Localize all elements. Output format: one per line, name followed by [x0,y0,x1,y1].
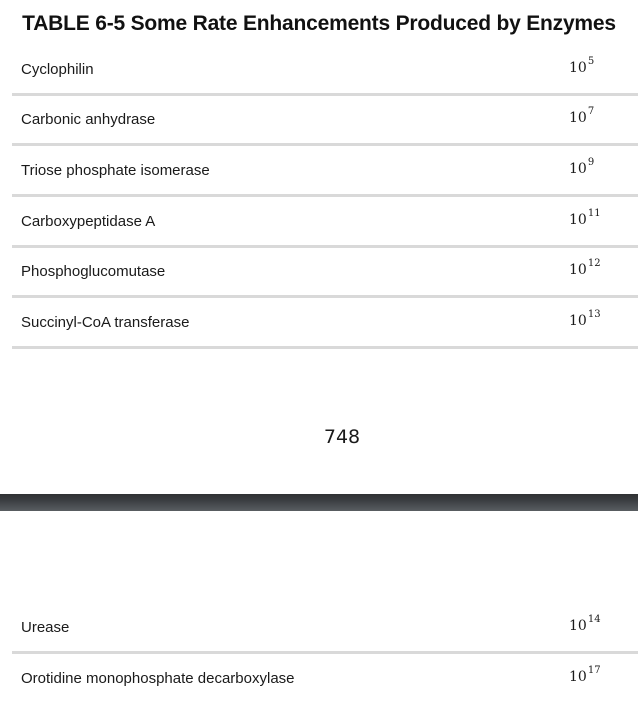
rate-enhancement [569,157,595,177]
rate-enhancement [569,208,601,228]
rate-enhancement [569,258,601,278]
enzyme-name: Cyclophilin [21,61,94,78]
table-title: TABLE 6-5 Some Rate Enhancements Produced by Enzymes [22,12,616,35]
rate-base: 10 [569,60,587,76]
rate-exponent: 9 [587,157,595,169]
rate-exponent: 17 [587,665,601,677]
rate-enhancement [569,56,595,76]
table-row [12,48,638,96]
rate-enhancement [569,309,601,329]
enzyme-name: Carboxypeptidase A [21,213,156,230]
table-row [12,301,638,349]
rate-base: 10 [569,669,587,685]
rate-enhancement [569,106,595,126]
enzyme-name: Succinyl-CoA transferase [21,314,190,331]
rate-base: 10 [569,212,587,228]
rate-enhancement [569,614,601,634]
table-row [12,657,638,705]
rate-exponent: 5 [587,56,595,68]
table-row [12,98,638,146]
enzyme-name: Phosphoglucomutase [21,263,166,280]
rate-exponent: 11 [587,208,601,220]
rate-exponent: 14 [587,614,601,626]
table-row [12,250,638,298]
rate-exponent: 7 [587,106,595,118]
rate-base: 10 [569,110,587,126]
enzyme-name: Triose phosphate isomerase [21,162,210,179]
table-row [12,606,638,654]
rate-exponent: 13 [587,309,601,321]
rate-base: 10 [569,618,587,634]
rate-base: 10 [569,262,587,278]
enzyme-name: Carbonic anhydrase [21,111,156,128]
page-number: 748 [323,426,361,448]
page-lower [0,511,638,704]
rate-enhancement [569,665,601,685]
rate-base: 10 [569,161,587,177]
table-row [12,149,638,197]
rate-exponent: 12 [587,258,601,270]
table-row [12,200,638,248]
rate-base: 10 [569,313,587,329]
enzyme-name: Orotidine monophosphate decarboxylase [21,670,295,687]
page-break-divider [0,494,638,511]
enzyme-name: Urease [21,619,70,636]
